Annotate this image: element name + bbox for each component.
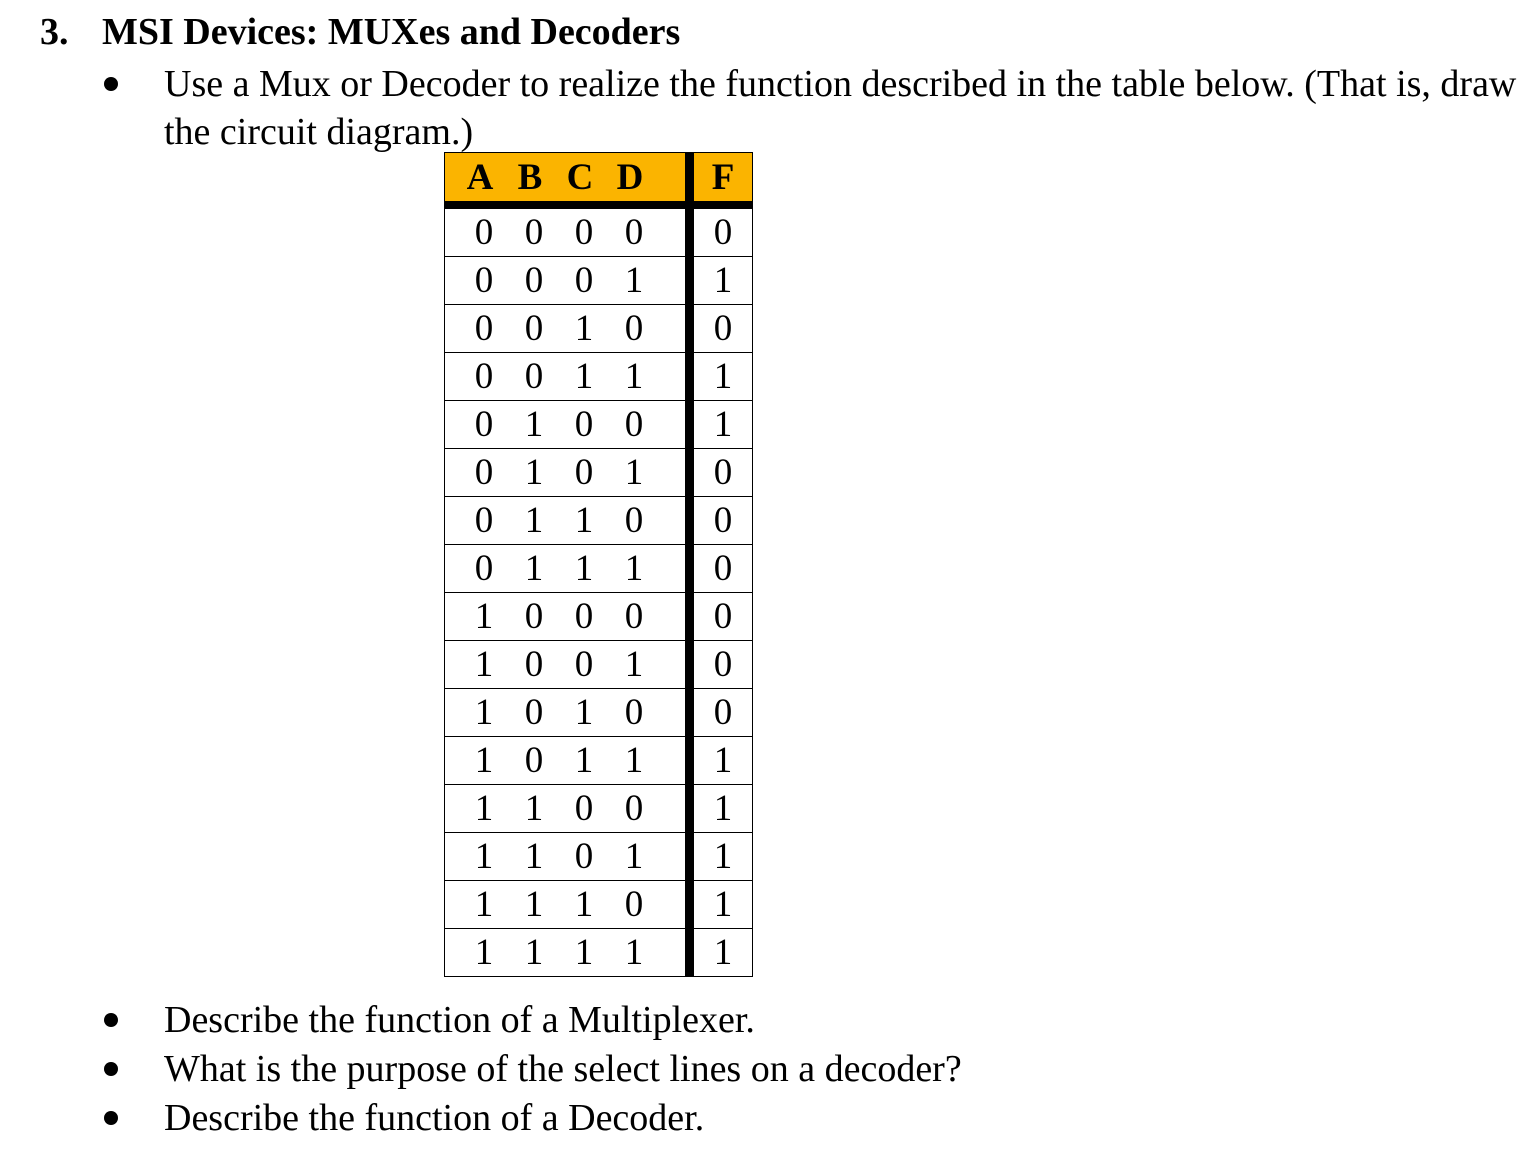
input-bit: 0 <box>524 644 544 685</box>
input-bits-cell <box>445 401 690 449</box>
output-bit-cell: 0 <box>690 545 753 593</box>
input-bit: 1 <box>624 260 644 301</box>
input-bit: 0 <box>524 692 544 733</box>
input-bits-cell <box>445 689 690 737</box>
input-bit: 1 <box>474 788 494 829</box>
output-bit-cell: 1 <box>690 929 753 977</box>
bullet-dot-icon <box>104 1111 118 1125</box>
output-bit-cell: 0 <box>690 305 753 353</box>
truth-table <box>444 152 753 977</box>
input-bit: 1 <box>624 932 644 973</box>
input-bit: 1 <box>474 932 494 973</box>
input-bit: 1 <box>474 644 494 685</box>
table-row <box>445 545 753 593</box>
input-bit: 0 <box>624 500 644 541</box>
input-bit: 0 <box>474 404 494 445</box>
truth-table-header-row <box>445 153 753 206</box>
table-row <box>445 449 753 497</box>
input-header-d: D <box>616 156 644 198</box>
input-bit: 0 <box>474 548 494 589</box>
input-bit: 0 <box>474 212 494 253</box>
input-bit: 0 <box>574 596 594 637</box>
section-heading <box>40 10 680 54</box>
input-bit: 0 <box>574 644 594 685</box>
table-row <box>445 257 753 305</box>
output-bit-cell: 1 <box>690 881 753 929</box>
input-bits-cell <box>445 205 690 257</box>
input-bit: 1 <box>474 884 494 925</box>
input-bit: 0 <box>624 692 644 733</box>
input-header-c: C <box>566 156 594 198</box>
input-bit: 1 <box>574 548 594 589</box>
input-bit: 0 <box>524 212 544 253</box>
bullet-dot-icon <box>104 1013 118 1027</box>
input-bit: 0 <box>474 356 494 397</box>
input-bit: 1 <box>474 692 494 733</box>
output-bit-cell: 1 <box>690 785 753 833</box>
input-bits-cell <box>445 353 690 401</box>
output-bit-cell: 0 <box>690 497 753 545</box>
input-bit: 0 <box>524 260 544 301</box>
table-row <box>445 401 753 449</box>
input-bit: 1 <box>574 308 594 349</box>
input-bit: 0 <box>524 308 544 349</box>
input-bit: 0 <box>524 356 544 397</box>
table-row <box>445 881 753 929</box>
section-number: 3. <box>40 11 69 53</box>
input-header-a: A <box>466 156 494 198</box>
output-bit-cell: 0 <box>690 205 753 257</box>
input-bit: 0 <box>624 788 644 829</box>
input-bits-cell <box>445 593 690 641</box>
table-row <box>445 593 753 641</box>
input-bit: 0 <box>474 500 494 541</box>
input-bits-cell <box>445 785 690 833</box>
output-header-cell: F <box>690 153 753 206</box>
input-bit: 1 <box>624 548 644 589</box>
input-bits-cell <box>445 881 690 929</box>
input-bit: 1 <box>524 404 544 445</box>
bullet-q1-text: Describe the function of a Multiplexer. <box>164 999 755 1041</box>
output-bit-cell: 1 <box>690 353 753 401</box>
section-title: MSI Devices: MUXes and Decoders <box>102 11 681 53</box>
input-bits-cell <box>445 929 690 977</box>
input-bit: 0 <box>624 884 644 925</box>
output-bit-cell: 1 <box>690 401 753 449</box>
table-row <box>445 305 753 353</box>
input-bit: 1 <box>524 500 544 541</box>
output-bit-cell: 1 <box>690 257 753 305</box>
bullet-q2-text: What is the purpose of the select lines on a decoder? <box>164 1048 962 1090</box>
input-bit: 1 <box>574 500 594 541</box>
output-bit-cell: 0 <box>690 593 753 641</box>
input-header-b: B <box>517 156 543 198</box>
input-bit: 0 <box>624 404 644 445</box>
table-row <box>445 205 753 257</box>
input-bit: 1 <box>624 740 644 781</box>
input-bit: 1 <box>474 740 494 781</box>
input-bit: 0 <box>624 596 644 637</box>
input-bits-cell <box>445 305 690 353</box>
table-row <box>445 785 753 833</box>
input-bit: 0 <box>624 212 644 253</box>
input-bit: 0 <box>574 836 594 877</box>
output-bit-cell: 0 <box>690 641 753 689</box>
table-row <box>445 353 753 401</box>
input-headers-cell <box>445 153 690 206</box>
input-bit: 0 <box>574 788 594 829</box>
input-bit: 0 <box>624 308 644 349</box>
input-bit: 1 <box>624 356 644 397</box>
input-bits-cell <box>445 641 690 689</box>
input-bit: 1 <box>524 788 544 829</box>
input-bit: 1 <box>474 596 494 637</box>
input-bit: 0 <box>474 452 494 493</box>
input-bits-cell <box>445 449 690 497</box>
bullet-intro-text: Use a Mux or Decoder to realize the function described in the table below. (That is, draw the circuit diagram.) <box>164 63 1517 153</box>
table-row <box>445 929 753 977</box>
input-bit: 1 <box>574 740 594 781</box>
input-bit: 1 <box>574 356 594 397</box>
input-bit: 1 <box>474 836 494 877</box>
input-bit: 1 <box>524 836 544 877</box>
output-bit-cell: 1 <box>690 737 753 785</box>
input-bit: 0 <box>574 260 594 301</box>
input-bits-cell <box>445 257 690 305</box>
input-bit: 0 <box>524 596 544 637</box>
output-bit-cell: 1 <box>690 833 753 881</box>
input-bit: 0 <box>574 404 594 445</box>
bullet-dot-icon <box>104 1062 118 1076</box>
input-bit: 0 <box>574 212 594 253</box>
input-bits-cell <box>445 833 690 881</box>
input-bits-cell <box>445 545 690 593</box>
table-row <box>445 689 753 737</box>
input-bit: 0 <box>474 308 494 349</box>
table-row <box>445 737 753 785</box>
table-row <box>445 833 753 881</box>
output-bit-cell: 0 <box>690 449 753 497</box>
table-row <box>445 641 753 689</box>
input-bit: 1 <box>624 452 644 493</box>
input-bit: 0 <box>474 260 494 301</box>
input-bits-cell <box>445 497 690 545</box>
bullet-dot-icon <box>104 77 118 91</box>
input-bit: 1 <box>624 644 644 685</box>
input-bit: 1 <box>574 884 594 925</box>
output-bit-cell: 0 <box>690 689 753 737</box>
input-bits-cell <box>445 737 690 785</box>
input-bit: 1 <box>574 932 594 973</box>
input-bit: 1 <box>524 884 544 925</box>
table-row <box>445 497 753 545</box>
input-bit: 0 <box>524 740 544 781</box>
input-bit: 1 <box>524 452 544 493</box>
input-bit: 0 <box>574 452 594 493</box>
input-bit: 1 <box>574 692 594 733</box>
bullet-q3-text: Describe the function of a Decoder. <box>164 1097 705 1139</box>
input-bit: 1 <box>524 932 544 973</box>
input-bit: 1 <box>524 548 544 589</box>
input-bit: 1 <box>624 836 644 877</box>
